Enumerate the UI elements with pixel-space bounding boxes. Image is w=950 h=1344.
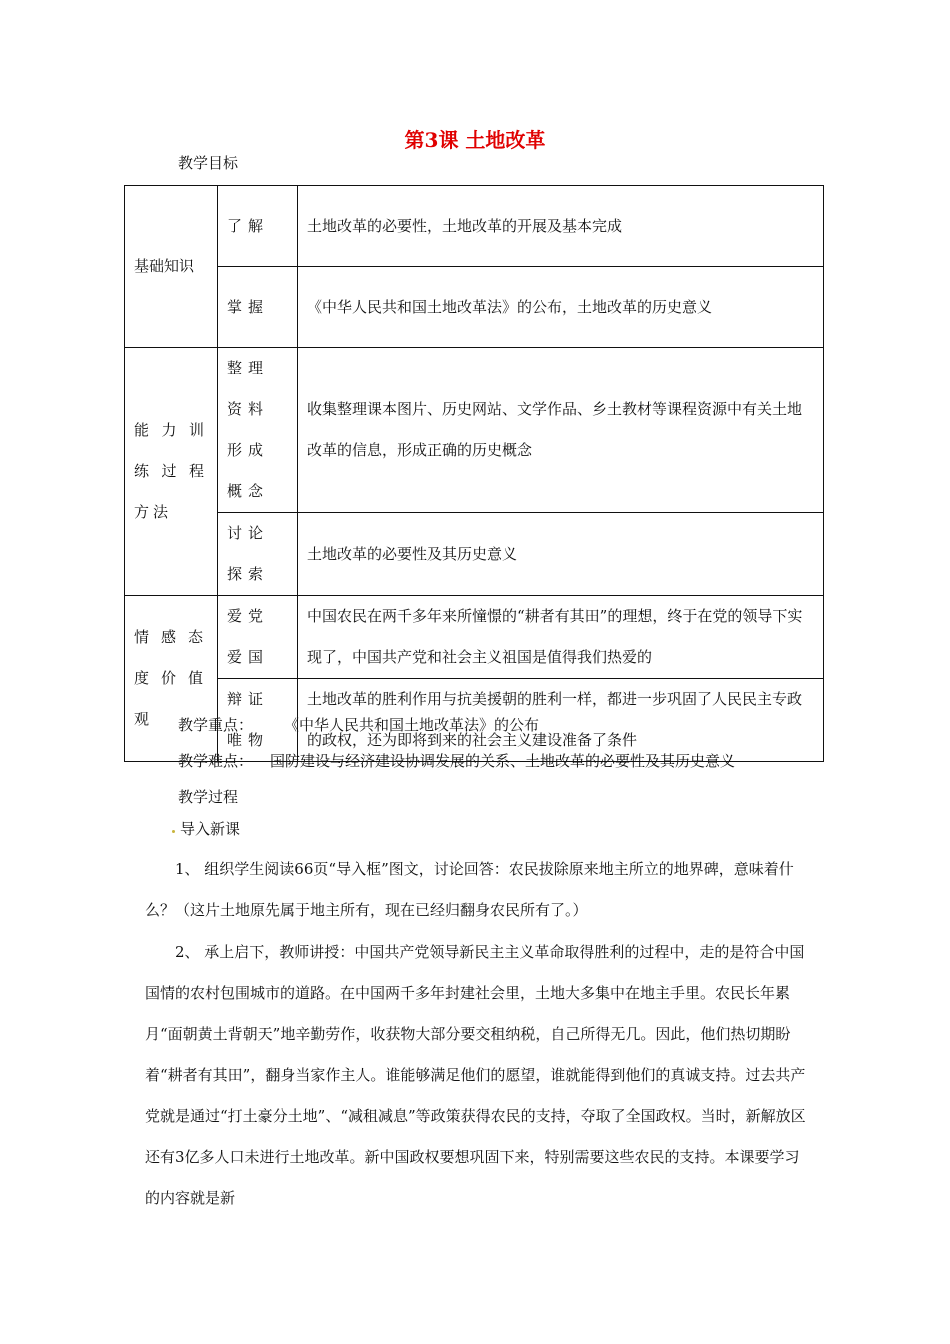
subcategory-cell: 讨论探索 (218, 513, 298, 596)
mark-dot (172, 830, 175, 833)
objective-text: 《中华人民共和国土地改革法》的公布，土地改革的历史意义 (298, 267, 824, 348)
subcategory-cell: 爱党爱国 (218, 596, 298, 679)
table-row (125, 186, 824, 267)
subcategory-cell: 辩证唯物 (218, 679, 298, 762)
page-title: 第3课 土地改革 (404, 128, 546, 152)
table-row (125, 267, 824, 348)
objective-text: 土地改革的胜利作用与抗美援朝的胜利一样，都进一步巩固了人民民主专政的政权，还为即将到来的社会主义建设准备了条件 (298, 679, 824, 762)
key-point-label: 教学重点： (178, 716, 254, 734)
paragraph: 1、 组织学生阅读66页“导入框”图文，讨论回答：农民拔除原来地主所立的地界碑，意味着什么？（这片土地原先属于地主所有，现在已经归翻身农民所有了。） (145, 860, 794, 919)
table-row (125, 596, 824, 679)
objective-text: 土地改革的必要性及其历史意义 (298, 513, 824, 596)
objectives-label: 教学目标 (178, 154, 239, 172)
subcategory-cell: 整理资料形成概念 (218, 348, 298, 513)
key-point-text: 《中华人民共和国土地改革法》的公布 (284, 716, 540, 734)
category-cell: 基础知识 (125, 186, 218, 348)
subcategory-cell: 掌握 (218, 267, 298, 348)
difficulty-text: 国防建设与经济建设协调发展的关系、土地改革的必要性及其历史意义 (270, 752, 736, 770)
table-row (125, 513, 824, 596)
category-cell: 能力训练过程方法 (125, 348, 218, 596)
table-row (125, 348, 824, 513)
objectives-table (124, 185, 824, 762)
objective-text: 土地改革的必要性，土地改革的开展及基本完成 (298, 186, 824, 267)
subcategory-cell: 了解 (218, 186, 298, 267)
intro-label: 导入新课 (180, 820, 241, 838)
objective-text: 中国农民在两千多年来所憧憬的“耕者有其田”的理想，终于在党的领导下实现了，中国共产党和社会主义祖国是值得我们热爱的 (298, 596, 824, 679)
category-cell: 情感态度价值观 (125, 596, 218, 762)
objective-text: 收集整理课本图片、历史网站、文学作品、乡土教材等课程资源中有关土地改革的信息，形成正确的历史概念 (298, 348, 824, 513)
paragraph: 2、 承上启下，教师讲授：中国共产党领导新民主主义革命取得胜利的过程中，走的是符合中国国情的农村包围城市的道路。在中国两千多年封建社会里，土地大多集中在地主手里。农民长年累月“面朝黄土背朝天”地辛勤劳作，收获物大部分要交租纳税，自己所得无几。因此，他们热切期盼着“耕者有其田”，翻身当家作主人。谁能够满足他们的愿望，谁就能得到他们的真诚支持。过去共产党就是通过“打土豪分土地”、“减租减息”等政策获得农民的支持，夺取了全国政权。当时，新解放区还有3亿多人口未进行土地改革。新中国政权要想巩固下来，特别需要这些农民的支持。本课要学习的内容就是新 (145, 943, 806, 1207)
process-label: 教学过程 (178, 788, 239, 806)
difficulty-label: 教学难点： (178, 752, 254, 770)
